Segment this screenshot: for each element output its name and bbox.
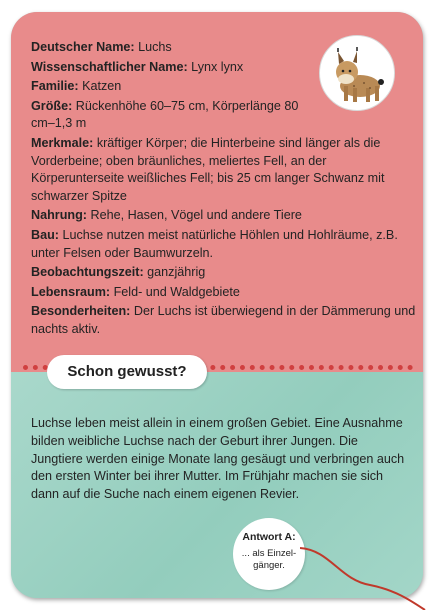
lynx-icon: [319, 35, 395, 111]
speech-bubble: [47, 355, 207, 389]
fact-row: [31, 264, 416, 282]
fact-value: Rehe, Hasen, Vögel und andere Tiere: [90, 208, 302, 223]
answer-badge: [233, 518, 305, 590]
did-you-know-text: Luchse leben meist allein in einem großen Gebiet. Eine Ausnahme bilden weibliche Luchse nach der Geburt ihrer Jungen. Die Jungtiere werden einige Monate lang gesäugt und verbringen auch den ersten Winter bei ihrer Mutter. Im Frühjahr machen sie sich dann auf die Suche nach einem eigenen Revier.: [31, 416, 405, 502]
fact-row: [31, 284, 416, 302]
fact-row: [31, 135, 416, 205]
fact-label: Beobachtungszeit:: [31, 265, 144, 280]
fact-label: Besonderheiten:: [31, 304, 131, 319]
fact-label: Deutscher Name:: [31, 40, 135, 54]
fact-label: Familie:: [31, 79, 79, 94]
fact-value: Katzen: [82, 79, 122, 94]
fact-value: Lynx lynx: [191, 59, 244, 74]
fact-label: Größe:: [31, 98, 73, 113]
fact-value: Luchs: [138, 40, 172, 54]
animal-card: [11, 12, 423, 598]
fact-row: [31, 207, 416, 225]
badge-string: [300, 540, 430, 610]
fact-row: [31, 98, 321, 133]
fact-label: Lebensraum:: [31, 284, 111, 299]
fact-label: Merkmale:: [31, 135, 94, 150]
fact-row: [31, 303, 416, 338]
fact-value: kräftiger Körper; die Hinterbeine sind länger als die Vorderbeine; oben bräunliches, meliertes Fell, an der Körperunterseite weißliches Fell; bis 25 cm langer Schwanz mit schwarzer Spitze: [31, 135, 385, 203]
fact-value: Der Luchs ist überwiegend in der Dämmerung und nachts aktiv.: [31, 304, 416, 336]
fact-value: Feld- und Waldgebiete: [113, 284, 240, 299]
fact-label: Wissenschaftlicher Name:: [31, 59, 188, 74]
speech-bubble-tail: [191, 371, 205, 387]
answer-text: ... als Einzel-gänger.: [241, 548, 297, 571]
fact-value: Luchse nutzen meist natürliche Höhlen und Hohlräume, z.B. unter Felsen oder Baumwurzeln.: [31, 227, 398, 260]
fact-value: ganzjährig: [147, 265, 206, 280]
fact-row: [31, 227, 416, 262]
fact-value: Rückenhöhe 60–75 cm, Körperlänge 80 cm–1,3 m: [31, 98, 299, 131]
fact-label: Bau:: [31, 227, 59, 242]
answer-title: Antwort A:: [242, 531, 296, 543]
did-you-know-title: Schon gewusst?: [67, 363, 187, 380]
fact-label: Nahrung:: [31, 208, 87, 223]
